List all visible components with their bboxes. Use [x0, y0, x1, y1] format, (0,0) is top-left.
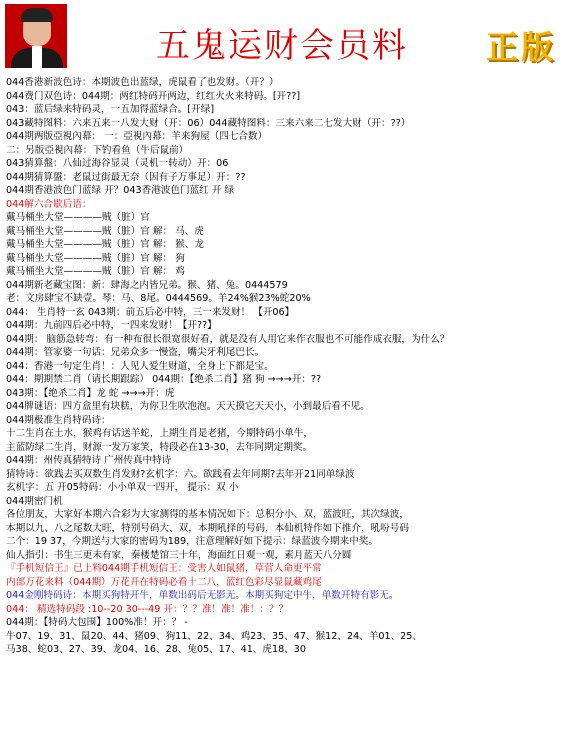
text-line: 044费门双色诗：044期：两红特码开两边，红红火火来特码。[开??] — [6, 90, 301, 102]
text-line: 二：另版亞視內幕：下钓看鱼（牛后鼠前） — [6, 144, 189, 156]
text-line: 仙人指引：书生三更未有家，秦楼楚馆三十年，海面红日观一观，素月蓝天八分圆 — [6, 549, 352, 561]
text-line: 044期香港波色门蓝绿 开？043香港波色门蓝红 开 绿 — [6, 185, 235, 196]
text-line: 戴马桶坐大堂————贼（脏）官 解： 马、虎 — [6, 225, 204, 237]
photo-shirt — [32, 46, 42, 68]
text-line: 玄机字：五 开05特码：小小单双一四开， 提示：双 小 — [6, 482, 239, 493]
text-line: 戴马桶坐大堂————贼（脏）官 — [6, 212, 150, 223]
text-line: 本期以九、八之尾数大旺，特别号码大、双，本期吼择的号码，本仙机特作如下推介，吼吩号码 — [6, 522, 409, 534]
text-line: 044期：管家婆一句话：兄弟众多一慢盗，嘴尖牙利尾巴长。 — [6, 347, 265, 358]
text-line: 044期：【特码大包围】100%准！开：？ - — [6, 617, 188, 628]
text-line: 主蓝防绿二生肖，财源一发万家笑，特段必在13-30，去年同期定期奖。 — [6, 441, 313, 453]
text-line: 044：香港一句定生肖！：人见人爱生财道，全身上下都是宝。 — [6, 360, 274, 372]
text-line: 044期极准生肖特码诗： — [6, 414, 111, 426]
text-line: 044期两版亞視內幕： 一：亞視內幕：羊来狗屋（四七合数） — [6, 131, 268, 142]
text-line: 内部万花来料（044期）万花开在特码必看十二八，蓝红色彩尽显鼠藏鸡尾 — [6, 576, 322, 588]
text-line: 044解六合歇后语： — [6, 198, 92, 210]
text-line: 044香港新波色诗：本期波色出蓝绿，虎鼠看了也发财。（开？） — [6, 77, 279, 88]
text-line: 044期：州传真猜特诗 广州传真中特诗 — [6, 455, 172, 466]
text-line: 043：蓝后绿来特码灵，一五加得蓝绿合。[开绿] — [6, 104, 215, 115]
text-line: 戴马桶坐大堂————贼（脏）官 解： 鸡 — [6, 266, 185, 277]
text-line: 043猜算盤：八仙过海谷显灵（灵机一转动）开：06 — [6, 158, 229, 169]
text-line: 老：文房肆宝不缺壹。琴：马、8尾。0444569。羊24%猴23%蛇20% — [6, 293, 311, 304]
text-line: 044： 精选特码段 :10--20 30---49 开：？？准！准！准！：？？ — [6, 603, 289, 615]
header — [0, 0, 582, 72]
text-line: 043期：【绝杀二肖】龙 蛇 →→→开：虎 — [6, 387, 175, 399]
text-line: 戴马桶坐大堂————贼（脏）官 解： 狗 — [6, 252, 185, 264]
text-line: 043藏特图料：六来五来一八发大财（开：06）044藏特图料：三来六来二七发大财（开：??） — [6, 117, 411, 129]
text-line: 马38、蛇03、27、39、龙04、16、28、兔05、17、41、虎18、30 — [6, 644, 306, 655]
presenter-photo — [5, 4, 67, 68]
text-line: 044期新老藏宝图：新：肆海之内皆兄弟。猴、猪、兔。0444579 — [6, 279, 288, 291]
photo-hair — [21, 8, 53, 22]
page-title: 五鬼运财会员料 — [156, 26, 408, 66]
text-line: 戴马桶坐大堂————贼（脏）官 解： 猴、龙 — [6, 239, 204, 250]
text-line: 044期： 脑筋急转弯：有一种布很长很宽很好看，就是没有人用它来作衣服也不可能作成衣服，为什么？ — [6, 333, 450, 345]
text-line: 二个：19 37，今期送与大家的密码为189，注意理解好如下提示：绿蓝波今期来中奖。 — [6, 536, 378, 547]
text-line: 『手机短信王』已上料044期手机短信王：受害人如鼠猪，草营人命更平常 — [6, 563, 322, 574]
content-body — [6, 76, 580, 657]
text-line: 044牌谜语：四方盒里有块糕，为你卫生吹泡泡。天天摸它天天小，小到最后看不见。 — [6, 401, 370, 412]
authentic-badge: 正版 — [486, 28, 557, 66]
text-line: 044期猜算盤：老鼠过街最无奈（因有子万事足）开：?? — [6, 171, 246, 183]
text-line: 各位朋友，大家好本期六合彩为大家测得的基本情况如下：总积分小、双，蓝波旺，其次绿波， — [6, 509, 409, 520]
text-line: 044金刚特码诗：本期买狗特开牛，单数出码后无影无。本期买狗定中牛，单数开特有影无。 — [6, 590, 399, 601]
text-line: 044期密门机 — [6, 495, 63, 507]
text-line: 044：期期禁二肖（请长期跟踪） 044期：【绝杀二肖】猪 狗 →→→开：?? — [6, 374, 322, 385]
text-line: 十二生肖在土水，猴鸡有话送羊蛇，上期生肖是老猪，今期特码小单牛， — [6, 428, 313, 439]
text-line: 牛07、19、31、鼠20、44、猪09、狗11、22、34、鸡23、35、47、猴12、24、羊01、25、 — [6, 630, 422, 642]
text-line: 044期：九前四后必中特，一四来发财！【开??】 — [6, 320, 217, 331]
text-line: 猜特诗：欲践去买双数生肖发财?玄机字：六。欲践看去年同期?去年开21同单绿波 — [6, 468, 355, 480]
text-line: 044： 生肖特一玄 043期：前五后必中特，三一来发财！ 【开06】 — [6, 306, 295, 318]
